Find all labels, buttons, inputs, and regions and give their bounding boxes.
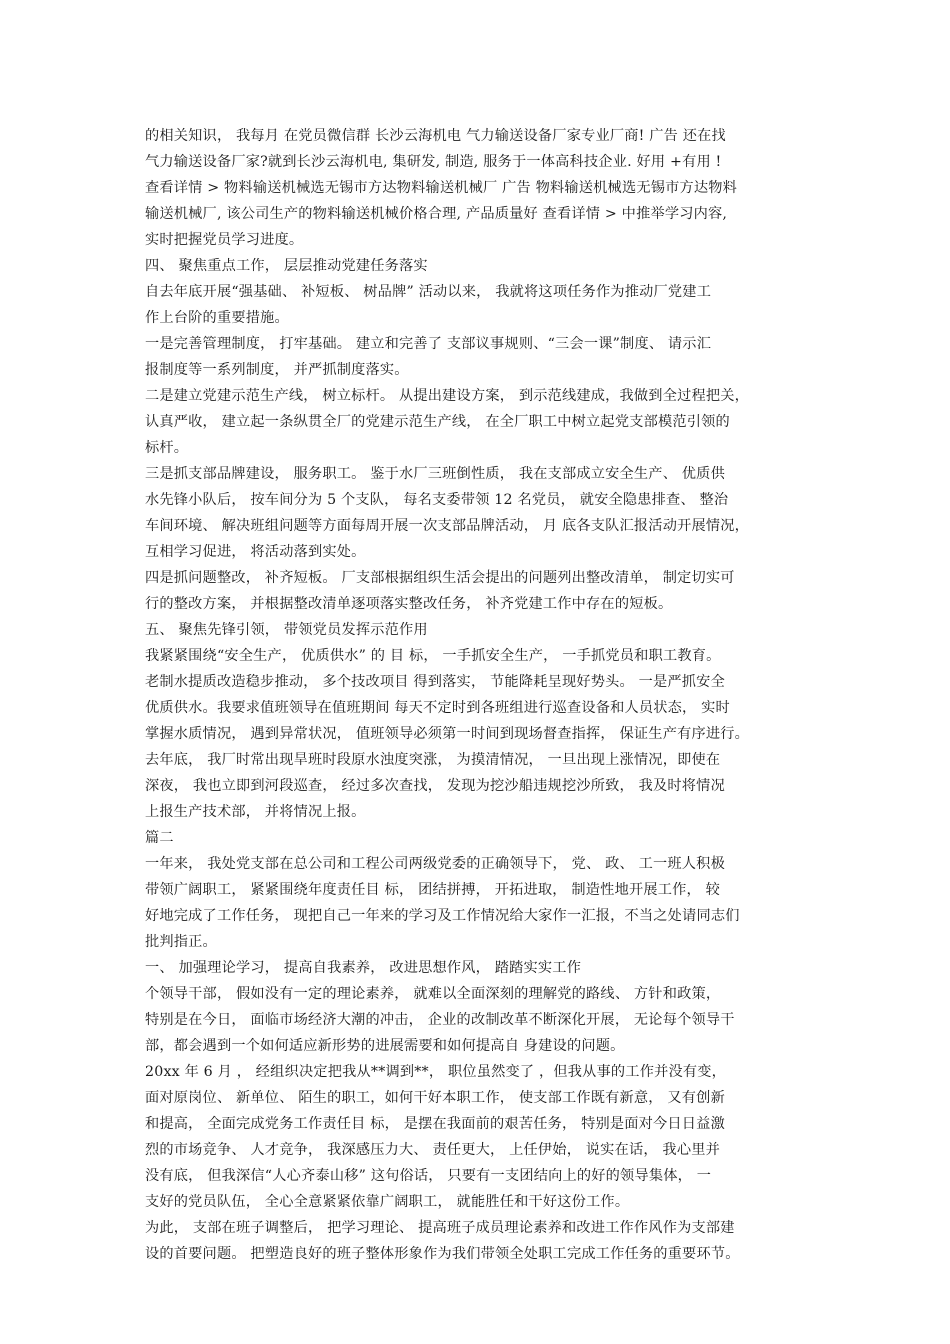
text-line: 设的首要问题。 把塑造良好的班子整体形象作为我们带领全处职工完成工作任务的重要环节。 [145,1246,740,1262]
text-line: 实时把握党员学习进度。 [145,232,304,248]
text-line: 二是建立党建示范生产线， 树立标杆。 从提出建设方案， 到示范线建成，我做到全过程把关， [145,388,750,404]
text-line: 车间环境、 解决班组问题等方面每周开展一次支部品牌活动， 月 底各支队汇报活动开展情况， [145,518,750,534]
text-line: 上报生产技术部， 并将情况上报。 [145,804,366,820]
text-line: 特别是在今日， 面临市场经济大潮的冲击， 企业的改制改革不断深化开展， 无论每个领导干 [145,1012,735,1028]
text-line: 老制水提质改造稳步推动， 多个技改项目 得到落实， 节能降耗呈现好势头。 一是严抓安全 [145,674,725,690]
text-line: 一年来， 我处党支部在总公司和工程公司两级党委的正确领导下， 党、 政、 工一班人积极 [145,856,725,872]
text-line: 掌握水质情况， 遇到异常状况， 值班领导必须第一时间到现场督查指挥， 保证生产有序进行。 [145,726,750,742]
document-body [145,123,825,1267]
text-line: 作上台阶的重要措施。 [145,310,289,326]
text-line: 五、 聚焦先锋引领， 带领党员发挥示范作用 [145,622,428,638]
text-line: 我紧紧围绕“安全生产， 优质供水” 的 目 标， 一手抓安全生产， 一手抓党员和职工教育。 [145,648,721,664]
text-line: 烈的市场竞争、 人才竞争， 我深感压力大、 责任更大， 上任伊始， 说实在话， 我心里并 [145,1142,720,1158]
text-line: 面对原岗位、 新单位、 陌生的职工，如何干好本职工作， 使支部工作既有新意， 又有创新 [145,1090,725,1106]
text-line: 四是抓问题整改， 补齐短板。 厂支部根据组织生活会提出的问题列出整改清单， 制定切实可 [145,570,735,586]
text-line: 部，都会遇到一个如何适应新形势的进展需要和如何提高自 身建设的问题。 [145,1038,625,1054]
text-line: 标杆。 [145,440,189,456]
text-line: 没有底， 但我深信“人心齐泰山移” 这句俗话， 只要有一支团结向上的好的领导集体， 一 [145,1168,712,1184]
text-line: 批判指正。 [145,934,217,950]
text-line: 好地完成了工作任务， 现把自己一年来的学习及工作情况给大家作一汇报，不当之处请同志们 [145,908,740,924]
text-line: 支好的党员队伍， 全心全意紧紧依靠广阔职工， 就能胜任和干好这份工作。 [145,1194,630,1210]
text-line: 带领广阔职工， 紧紧围绕年度责任目 标， 团结拼搏， 开拓进取， 制造性地开展工作， 较 [145,882,720,898]
text-line: 行的整改方案， 并根据整改清单逐项落实整改任务， 补齐党建工作中存在的短板。 [145,596,673,612]
text-line: 的相关知识， 我每月 在党员微信群 长沙云海机电 气力输送设备厂家专业厂商! 广告 还在找 [145,128,726,144]
text-line: 为此， 支部在班子调整后， 把学习理论、 提高班子成员理论素养和改进工作作风作为支部建 [145,1220,735,1236]
text-line: 水先锋小队后， 按车间分为 5 个支队， 每名支委带领 12 名党员， 就安全隐患排查、 整治 [145,492,729,508]
text-line: 认真严收， 建立起一条纵贯全厂的党建示范生产线， 在全厂职工中树立起党支部模范引领的 [145,414,730,430]
text-line: 自去年底开展“强基础、 补短板、 树品牌” 活动以来， 我就将这项任务作为推动厂党建工 [145,284,712,300]
text-line: 一、 加强理论学习， 提高自我素养， 改进思想作风， 踏踏实实工作 [145,960,582,976]
text-line: 去年底， 我厂时常出现旱班时段原水浊度突涨， 为摸清情况， 一旦出现上涨情况，即使在 [145,752,721,768]
text-line: 查看详情 > 物料输送机械选无锡市方达物料输送机械厂 广告 物料输送机械选无锡市方达物料 [145,180,738,196]
text-line: 一是完善管理制度， 打牢基础。 建立和完善了 支部议事规则、“三会一课”制度、 请示汇 [145,336,712,352]
text-line: 深夜， 我也立即到河段巡查， 经过多次查找， 发现为挖沙船违规挖沙所致， 我及时将情况 [145,778,725,794]
text-line: 优质供水。我要求值班领导在值班期间 每天不定时到各班组进行巡查设备和人员状态， 实时 [145,700,730,716]
text-line: 20xx 年 6 月 ， 经组织决定把我从**调到**， 职位虽然变了 ，但我从事的工作并没有变， [145,1064,727,1080]
text-line: 气力输送设备厂家?就到长沙云海机电, 集研发, 制造, 服务于一体高科技企业. 好用 +有用 ! [145,154,722,170]
text-line: 三是抓支部品牌建设， 服务职工。 鉴于水厂三班倒性质， 我在支部成立安全生产、 优质供 [145,466,725,482]
text-line: 互相学习促进， 将活动落到实处。 [145,544,366,560]
text-line: 报制度等一系列制度， 并严抓制度落实。 [145,362,409,378]
text-line: 篇二 [145,830,174,846]
text-line: 和提高， 全面完成党务工作责任目 标， 是摆在我面前的艰苦任务， 特别是面对今日日益激 [145,1116,725,1132]
text-line: 个领导干部， 假如没有一定的理论素养， 就难以全面深刻的理解党的路线、 方针和政策， [145,986,721,1002]
text-line: 输送机械厂, 该公司生产的物料输送机械价格合理, 产品质量好 查看详情 > 中推举学习内容, [145,206,728,222]
text-line: 四、 聚焦重点工作， 层层推动党建任务落实 [145,258,428,274]
